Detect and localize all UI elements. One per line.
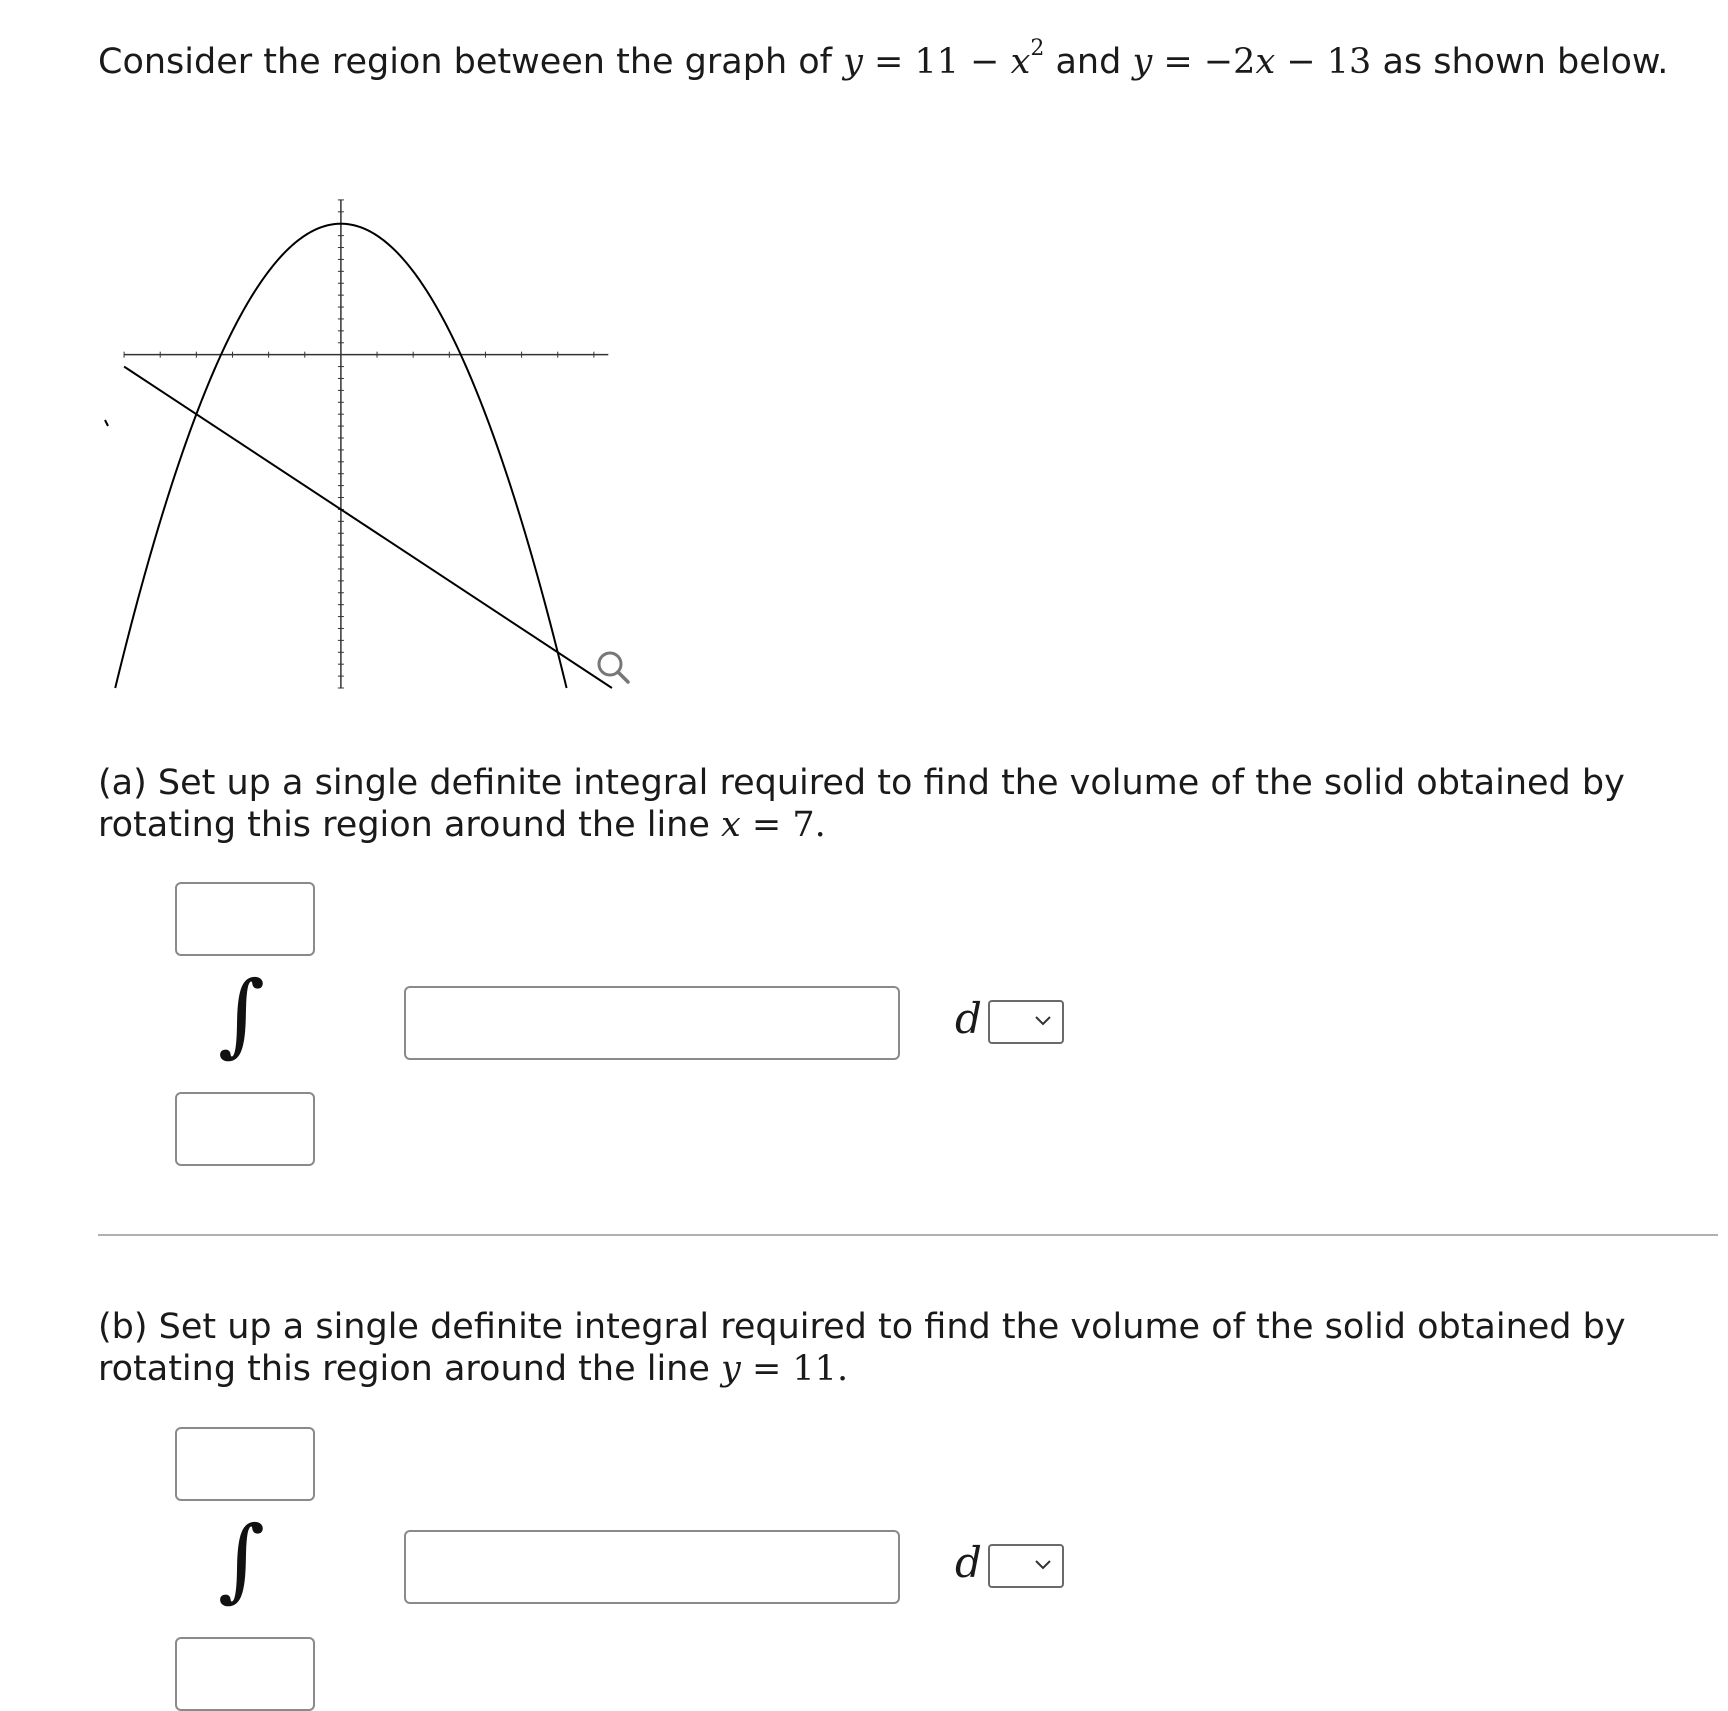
part-a-integral-sign: ∫ (218, 962, 265, 1067)
part-b-axis-value: 11 (792, 1349, 837, 1389)
math-rhs2-const: 13 (1326, 42, 1372, 82)
part-b-variable-select[interactable] (988, 1544, 1064, 1588)
part-a-upper-limit-input[interactable] (175, 882, 315, 956)
prompt-lead: Consider the region between the graph of (98, 42, 844, 82)
math-y1: y (843, 42, 863, 82)
part-b-period: . (836, 1349, 849, 1389)
part-a-lead: (a) Set up a single definite integral required to find the volume of the solid obtained by rotating this region around the line (98, 763, 1625, 845)
part-b-integral-sign: ∫ (218, 1507, 265, 1612)
part-b-eq: = (740, 1349, 793, 1389)
math-minus1: − (959, 42, 1011, 82)
left-arrow-hint (105, 420, 108, 426)
part-a-d-label: d (955, 994, 982, 1043)
part-b-question (98, 1306, 1698, 1390)
line-curve (124, 367, 612, 688)
section-divider (98, 1234, 1718, 1236)
math-eq2: = (1152, 42, 1204, 82)
math-rhs2-x: x (1255, 42, 1276, 82)
math-rhs1-x: x (1010, 42, 1031, 82)
problem-statement (98, 24, 1668, 87)
math-rhs1-exponent: 2 (1030, 36, 1045, 61)
part-a-lower-limit-input[interactable] (175, 1092, 315, 1166)
math-y2: y (1132, 42, 1153, 82)
math-eq1: = (862, 42, 915, 82)
part-a-axis-var: x (721, 805, 741, 845)
math-rhs1-const: 11 (914, 42, 960, 82)
prompt-tail: as shown below. (1371, 42, 1669, 82)
part-a-axis-value: 7 (792, 805, 815, 845)
part-b-integrand-input[interactable] (404, 1530, 900, 1604)
math-rhs2-coef: 2 (1233, 42, 1256, 82)
graph-ticks (124, 200, 594, 688)
math-rhs2-neg: − (1203, 42, 1234, 82)
chevron-down-icon (1034, 1556, 1052, 1574)
part-a-question (98, 762, 1698, 846)
region-graph (98, 180, 638, 700)
prompt-and: and (1044, 42, 1133, 82)
part-b-axis-var: y (721, 1349, 741, 1389)
part-b-lower-limit-input[interactable] (175, 1637, 315, 1711)
magnifier-icon[interactable] (599, 653, 628, 682)
part-a-variable-select[interactable] (988, 1000, 1064, 1044)
part-a-integrand-input[interactable] (404, 986, 900, 1060)
part-b-lead: (b) Set up a single definite integral required to find the volume of the solid obtained by rotating this region around the line (98, 1307, 1626, 1389)
part-b-d-label: d (955, 1538, 982, 1587)
chevron-down-icon (1034, 1012, 1052, 1030)
part-a-eq: = (740, 805, 793, 845)
math-minus2: − (1275, 42, 1327, 82)
part-b-upper-limit-input[interactable] (175, 1427, 315, 1501)
graph-axes (124, 200, 608, 688)
part-a-period: . (814, 805, 826, 845)
